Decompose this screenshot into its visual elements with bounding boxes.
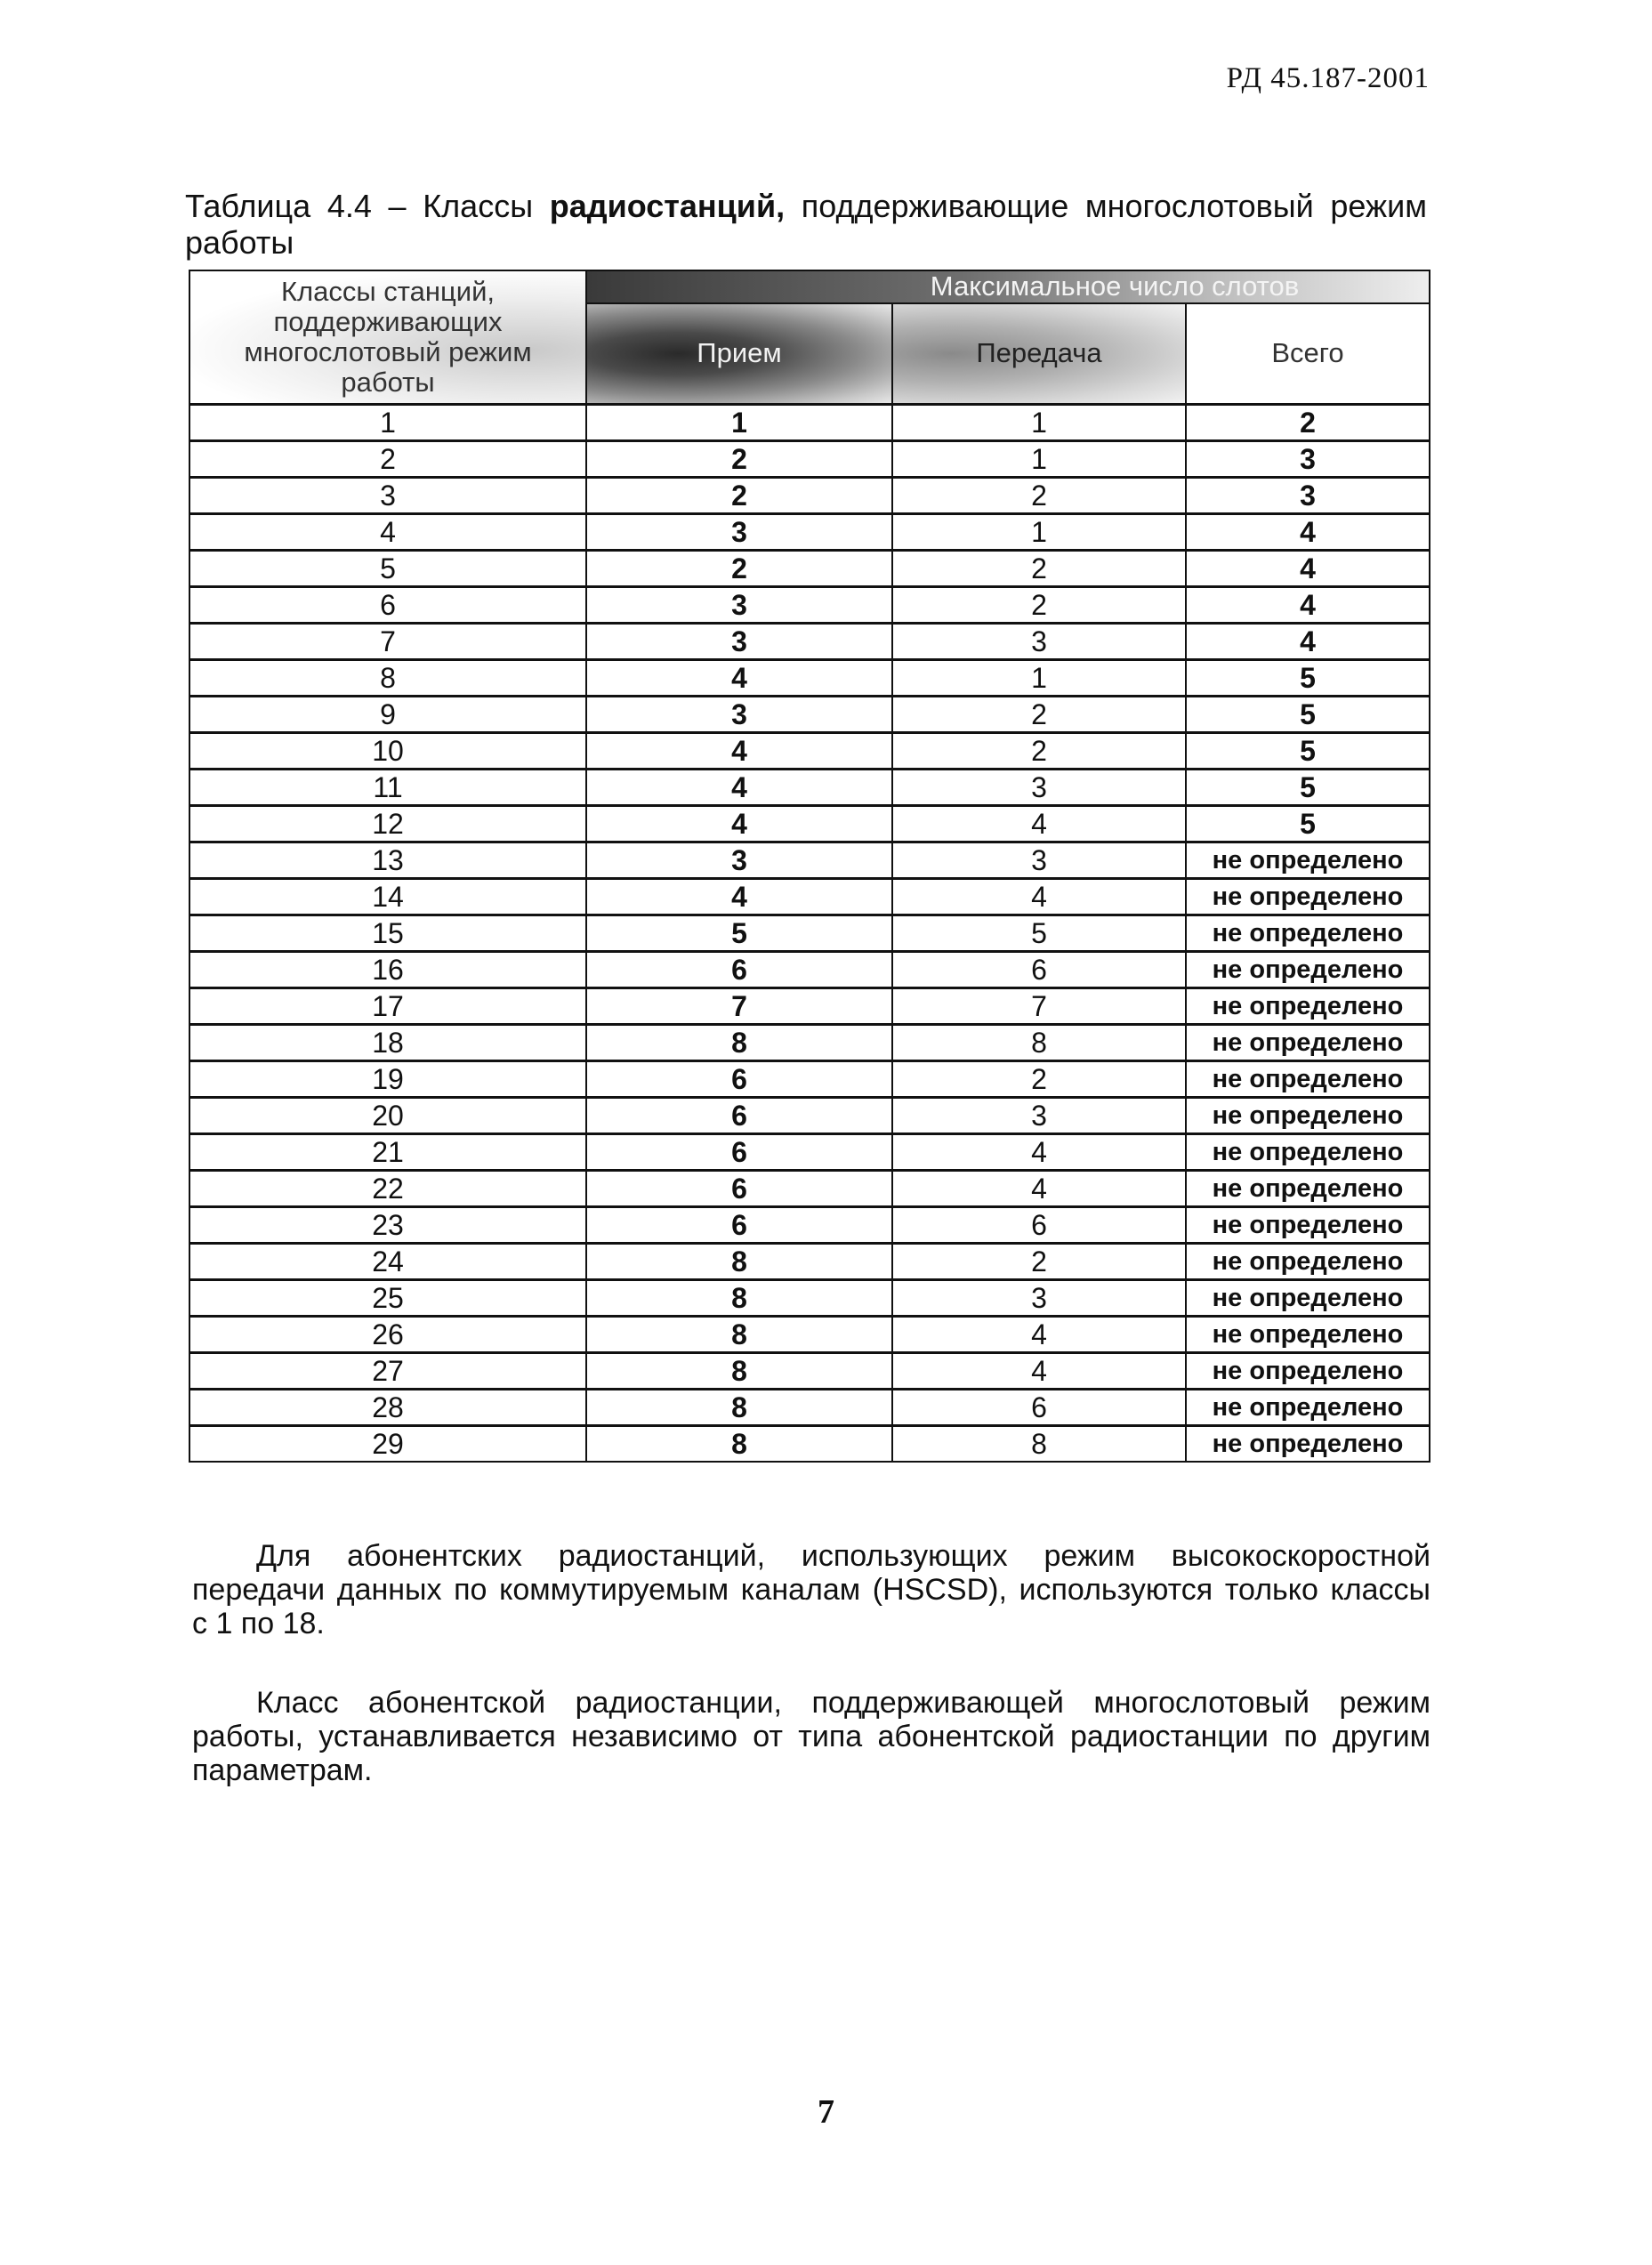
cell-class: 3 <box>189 478 586 514</box>
cell-receive: 3 <box>586 842 892 879</box>
cell-transmit: 3 <box>892 1280 1186 1317</box>
cell-total: не определено <box>1186 1426 1430 1463</box>
cell-total: не определено <box>1186 879 1430 915</box>
cell-receive: 1 <box>586 405 892 441</box>
slot-classes-table <box>189 270 1430 1463</box>
cell-class: 18 <box>189 1025 586 1061</box>
cell-class: 10 <box>189 733 586 770</box>
paragraph-hscsd <box>192 1539 1430 1640</box>
table-row <box>189 879 1430 915</box>
table-row <box>189 842 1430 879</box>
cell-transmit: 8 <box>892 1025 1186 1061</box>
cell-transmit: 3 <box>892 842 1186 879</box>
page-number: 7 <box>818 2093 834 2131</box>
cell-class: 13 <box>189 842 586 879</box>
paragraph-line: параметрам. <box>192 1753 373 1787</box>
cell-class: 15 <box>189 915 586 952</box>
cell-class: 1 <box>189 405 586 441</box>
document-code: РД 45.187-2001 <box>1226 62 1430 94</box>
cell-total: не определено <box>1186 1134 1430 1171</box>
cell-receive: 8 <box>586 1390 892 1426</box>
cell-class: 7 <box>189 624 586 660</box>
cell-total: не определено <box>1186 842 1430 879</box>
cell-class: 2 <box>189 441 586 478</box>
cell-receive: 7 <box>586 988 892 1025</box>
cell-class: 22 <box>189 1171 586 1207</box>
cell-total: не определено <box>1186 1353 1430 1390</box>
table-row <box>189 988 1430 1025</box>
table-row <box>189 1390 1430 1426</box>
cell-receive: 8 <box>586 1280 892 1317</box>
table-row <box>189 478 1430 514</box>
table-caption <box>185 189 1427 224</box>
cell-receive: 4 <box>586 770 892 806</box>
cell-total: не определено <box>1186 952 1430 988</box>
cell-receive: 8 <box>586 1426 892 1463</box>
cell-transmit: 2 <box>892 1061 1186 1098</box>
cell-class: 14 <box>189 879 586 915</box>
cell-total: не определено <box>1186 1061 1430 1098</box>
cell-transmit: 5 <box>892 915 1186 952</box>
cell-receive: 8 <box>586 1317 892 1353</box>
cell-total: 5 <box>1186 733 1430 770</box>
cell-transmit: 6 <box>892 1390 1186 1426</box>
cell-class: 9 <box>189 697 586 733</box>
cell-total: не определено <box>1186 1317 1430 1353</box>
paragraph-class-independence <box>192 1686 1430 1787</box>
cell-total: 5 <box>1186 770 1430 806</box>
cell-receive: 2 <box>586 551 892 587</box>
table-row <box>189 697 1430 733</box>
cell-transmit: 4 <box>892 1171 1186 1207</box>
paragraph-line: Класс абонентской радиостанции, поддерживающей многослотовый режим <box>256 1686 1430 1720</box>
cell-receive: 4 <box>586 733 892 770</box>
paragraph-line: работы, устанавливается независимо от типа абонентской радиостанции по другим <box>192 1720 1430 1753</box>
table-body <box>189 405 1430 1463</box>
cell-total: не определено <box>1186 1244 1430 1280</box>
table-row <box>189 1426 1430 1463</box>
cell-class: 8 <box>189 660 586 697</box>
cell-total: 4 <box>1186 587 1430 624</box>
cell-class: 24 <box>189 1244 586 1280</box>
cell-receive: 8 <box>586 1244 892 1280</box>
cell-class: 27 <box>189 1353 586 1390</box>
cell-class: 23 <box>189 1207 586 1244</box>
cell-total: 3 <box>1186 478 1430 514</box>
cell-receive: 6 <box>586 1061 892 1098</box>
caption-continuation: работы <box>185 224 294 261</box>
cell-receive: 6 <box>586 1207 892 1244</box>
cell-receive: 6 <box>586 1134 892 1171</box>
table-row <box>189 1207 1430 1244</box>
cell-receive: 3 <box>586 587 892 624</box>
header-transmit: Передача <box>892 303 1186 405</box>
cell-receive: 2 <box>586 478 892 514</box>
cell-transmit: 2 <box>892 478 1186 514</box>
cell-receive: 6 <box>586 1171 892 1207</box>
table-row <box>189 1244 1430 1280</box>
cell-receive: 4 <box>586 660 892 697</box>
table-row <box>189 660 1430 697</box>
cell-transmit: 4 <box>892 1134 1186 1171</box>
cell-total: не определено <box>1186 1098 1430 1134</box>
cell-receive: 3 <box>586 514 892 551</box>
cell-total: не определено <box>1186 988 1430 1025</box>
table-row <box>189 1025 1430 1061</box>
cell-receive: 8 <box>586 1353 892 1390</box>
cell-total: не определено <box>1186 915 1430 952</box>
paragraph-line: передачи данных по коммутируемым каналам (HSCSD), используются только классы <box>192 1573 1430 1607</box>
cell-total: не определено <box>1186 1280 1430 1317</box>
cell-transmit: 4 <box>892 879 1186 915</box>
cell-transmit: 2 <box>892 697 1186 733</box>
cell-class: 6 <box>189 587 586 624</box>
header-station-class: Классы станций, поддерживающих многослотовый режим работы <box>189 270 586 405</box>
cell-total: 5 <box>1186 660 1430 697</box>
cell-transmit: 1 <box>892 405 1186 441</box>
cell-total: не определено <box>1186 1025 1430 1061</box>
table-row <box>189 806 1430 842</box>
cell-transmit: 1 <box>892 441 1186 478</box>
cell-class: 16 <box>189 952 586 988</box>
cell-total: 4 <box>1186 514 1430 551</box>
cell-class: 19 <box>189 1061 586 1098</box>
cell-transmit: 4 <box>892 806 1186 842</box>
cell-class: 4 <box>189 514 586 551</box>
cell-receive: 3 <box>586 624 892 660</box>
cell-transmit: 2 <box>892 551 1186 587</box>
cell-total: 2 <box>1186 405 1430 441</box>
cell-receive: 4 <box>586 806 892 842</box>
table-row <box>189 1098 1430 1134</box>
cell-receive: 5 <box>586 915 892 952</box>
paragraph-line: Для абонентских радиостанций, использующих режим высокоскоростной <box>256 1539 1430 1573</box>
table-row <box>189 441 1430 478</box>
cell-class: 5 <box>189 551 586 587</box>
table-row <box>189 1280 1430 1317</box>
cell-transmit: 3 <box>892 770 1186 806</box>
table-row <box>189 624 1430 660</box>
cell-transmit: 4 <box>892 1317 1186 1353</box>
table-row <box>189 551 1430 587</box>
cell-total: 3 <box>1186 441 1430 478</box>
table-row <box>189 405 1430 441</box>
cell-total: 4 <box>1186 551 1430 587</box>
cell-class: 26 <box>189 1317 586 1353</box>
cell-total: 4 <box>1186 624 1430 660</box>
cell-transmit: 1 <box>892 660 1186 697</box>
caption-suffix: поддерживающие многослотовый режим <box>801 188 1427 224</box>
cell-total: 5 <box>1186 697 1430 733</box>
paragraph-line: с 1 по 18. <box>192 1607 325 1640</box>
cell-receive: 6 <box>586 1098 892 1134</box>
cell-class: 12 <box>189 806 586 842</box>
table-row <box>189 770 1430 806</box>
cell-class: 20 <box>189 1098 586 1134</box>
table-row <box>189 514 1430 551</box>
cell-class: 25 <box>189 1280 586 1317</box>
cell-transmit: 8 <box>892 1426 1186 1463</box>
cell-transmit: 4 <box>892 1353 1186 1390</box>
cell-class: 11 <box>189 770 586 806</box>
header-receive: Прием <box>586 303 892 405</box>
cell-class: 29 <box>189 1426 586 1463</box>
table-row <box>189 1061 1430 1098</box>
table-row <box>189 733 1430 770</box>
cell-transmit: 2 <box>892 1244 1186 1280</box>
table-row <box>189 1353 1430 1390</box>
cell-transmit: 7 <box>892 988 1186 1025</box>
table-row <box>189 587 1430 624</box>
table-row <box>189 1317 1430 1353</box>
cell-receive: 4 <box>586 879 892 915</box>
cell-receive: 2 <box>586 441 892 478</box>
cell-class: 28 <box>189 1390 586 1426</box>
cell-transmit: 3 <box>892 624 1186 660</box>
table-row <box>189 915 1430 952</box>
slot-classes-table-container <box>189 270 1429 1463</box>
cell-transmit: 1 <box>892 514 1186 551</box>
cell-receive: 8 <box>586 1025 892 1061</box>
caption-prefix: Таблица 4.4 – Классы <box>185 188 534 224</box>
cell-transmit: 6 <box>892 1207 1186 1244</box>
table-row <box>189 1134 1430 1171</box>
header-max-slots: Максимальное число слотов <box>586 270 1430 303</box>
cell-total: не определено <box>1186 1390 1430 1426</box>
table-row <box>189 952 1430 988</box>
cell-transmit: 3 <box>892 1098 1186 1134</box>
cell-class: 21 <box>189 1134 586 1171</box>
cell-total: не определено <box>1186 1171 1430 1207</box>
cell-total: 5 <box>1186 806 1430 842</box>
cell-transmit: 2 <box>892 587 1186 624</box>
cell-total: не определено <box>1186 1207 1430 1244</box>
cell-receive: 6 <box>586 952 892 988</box>
table-row <box>189 1171 1430 1207</box>
cell-receive: 3 <box>586 697 892 733</box>
caption-bold-word: радиостанций, <box>549 188 786 224</box>
cell-transmit: 6 <box>892 952 1186 988</box>
header-total: Всего <box>1186 303 1430 405</box>
cell-transmit: 2 <box>892 733 1186 770</box>
cell-class: 17 <box>189 988 586 1025</box>
